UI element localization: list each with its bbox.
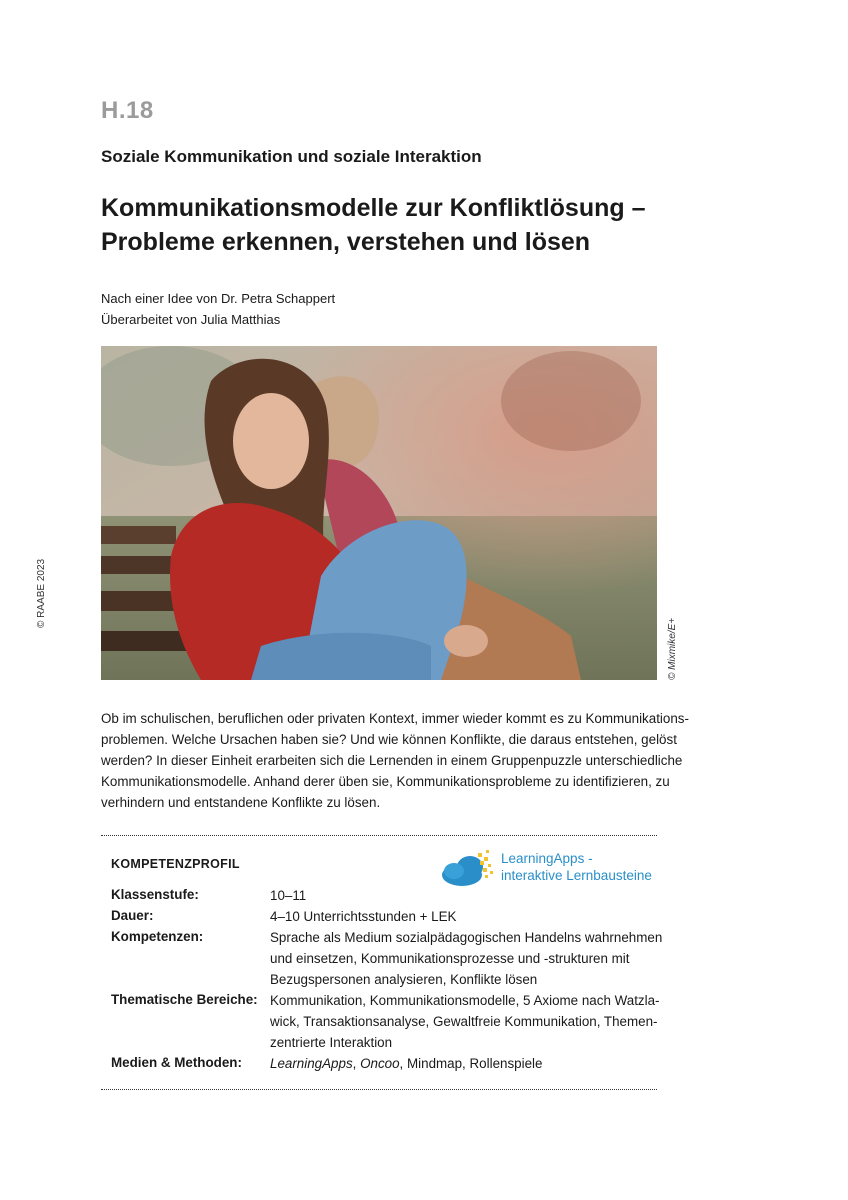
intro-line: problemen. Welche Ursachen haben sie? Und wie können Konflikte, die daraus entstehen, gelöst bbox=[101, 732, 677, 747]
author-idea: Nach einer Idee von Dr. Petra Schappert bbox=[101, 291, 336, 306]
value-line: Bezugspersonen analysieren, Konflikte lösen bbox=[270, 972, 538, 987]
value-topics bbox=[270, 990, 660, 1053]
copyright-raabe: © RAABE 2023 bbox=[36, 558, 47, 628]
value-line: Kommunikation, Kommunikationsmodelle, 5 Axiome nach Watzla- bbox=[270, 993, 660, 1008]
intro-paragraph bbox=[101, 708, 689, 813]
value-line bbox=[270, 1053, 660, 1074]
learningapps-logo bbox=[440, 847, 660, 889]
value-competences bbox=[270, 927, 663, 990]
intro-line: Kommunikationsmodelle. Anhand derer üben sie, Kommunikationsprobleme zu identifizieren, zu bbox=[101, 774, 670, 789]
title-line-1: Kommunikationsmodelle zur Konfliktlösung – bbox=[101, 194, 646, 222]
unit-code: H.18 bbox=[101, 97, 154, 124]
cloud-icon bbox=[440, 847, 500, 889]
label-topics: Thematische Bereiche: bbox=[111, 992, 258, 1007]
value-line: 4–10 Unterrichtsstunden + LEK bbox=[270, 909, 457, 924]
value-line: 10–11 bbox=[270, 888, 307, 903]
media-oncoo: Oncoo bbox=[360, 1056, 400, 1071]
intro-line: Ob im schulischen, beruflichen oder privaten Kontext, immer wieder kommt es zu Kommunikations- bbox=[101, 711, 689, 726]
dotted-divider-bottom bbox=[101, 1089, 657, 1090]
competence-profile-heading: KOMPETENZPROFIL bbox=[111, 857, 240, 871]
media-learningapps: LearningApps bbox=[270, 1056, 353, 1071]
label-grade: Klassenstufe: bbox=[111, 887, 199, 902]
label-duration: Dauer: bbox=[111, 908, 154, 923]
authors bbox=[101, 288, 335, 330]
media-sep: , bbox=[352, 1056, 361, 1071]
cover-photo bbox=[101, 346, 657, 680]
value-line: und einsetzen, Kommunikationsprozesse und -strukturen mit bbox=[270, 951, 630, 966]
author-revised: Überarbeitet von Julia Matthias bbox=[101, 312, 281, 327]
intro-line: verhindern und entstandene Konflikte zu lösen. bbox=[101, 795, 381, 810]
media-rest: , Mindmap, Rollenspiele bbox=[399, 1056, 543, 1071]
value-line: wick, Transaktionsanalyse, Gewaltfreie Kommunikation, Themen- bbox=[270, 1014, 658, 1029]
value-media bbox=[270, 1053, 660, 1074]
logo-line-2: interaktive Lernbausteine bbox=[501, 868, 652, 883]
title-line-2: Probleme erkennen, verstehen und lösen bbox=[101, 228, 591, 256]
dotted-divider-top bbox=[101, 835, 657, 836]
intro-line: werden? In dieser Einheit erarbeiten sich die Lernenden in einem Gruppenpuzzle unterschiedliche bbox=[101, 753, 683, 768]
logo-line-1: LearningApps - bbox=[501, 851, 593, 866]
value-line: Sprache als Medium sozialpädagogischen Handelns wahrnehmen bbox=[270, 930, 663, 945]
photo-credit: © Mixmike/E+ bbox=[667, 617, 678, 680]
label-competences: Kompetenzen: bbox=[111, 929, 204, 944]
value-duration bbox=[270, 906, 660, 927]
learningapps-logo-text bbox=[501, 850, 652, 884]
page-title bbox=[101, 191, 701, 259]
label-media: Medien & Methoden: bbox=[111, 1055, 242, 1070]
subject-heading: Soziale Kommunikation und soziale Interaktion bbox=[101, 147, 482, 166]
value-line: zentrierte Interaktion bbox=[270, 1035, 393, 1050]
value-grade bbox=[270, 885, 660, 906]
photo-illustration bbox=[101, 346, 657, 680]
